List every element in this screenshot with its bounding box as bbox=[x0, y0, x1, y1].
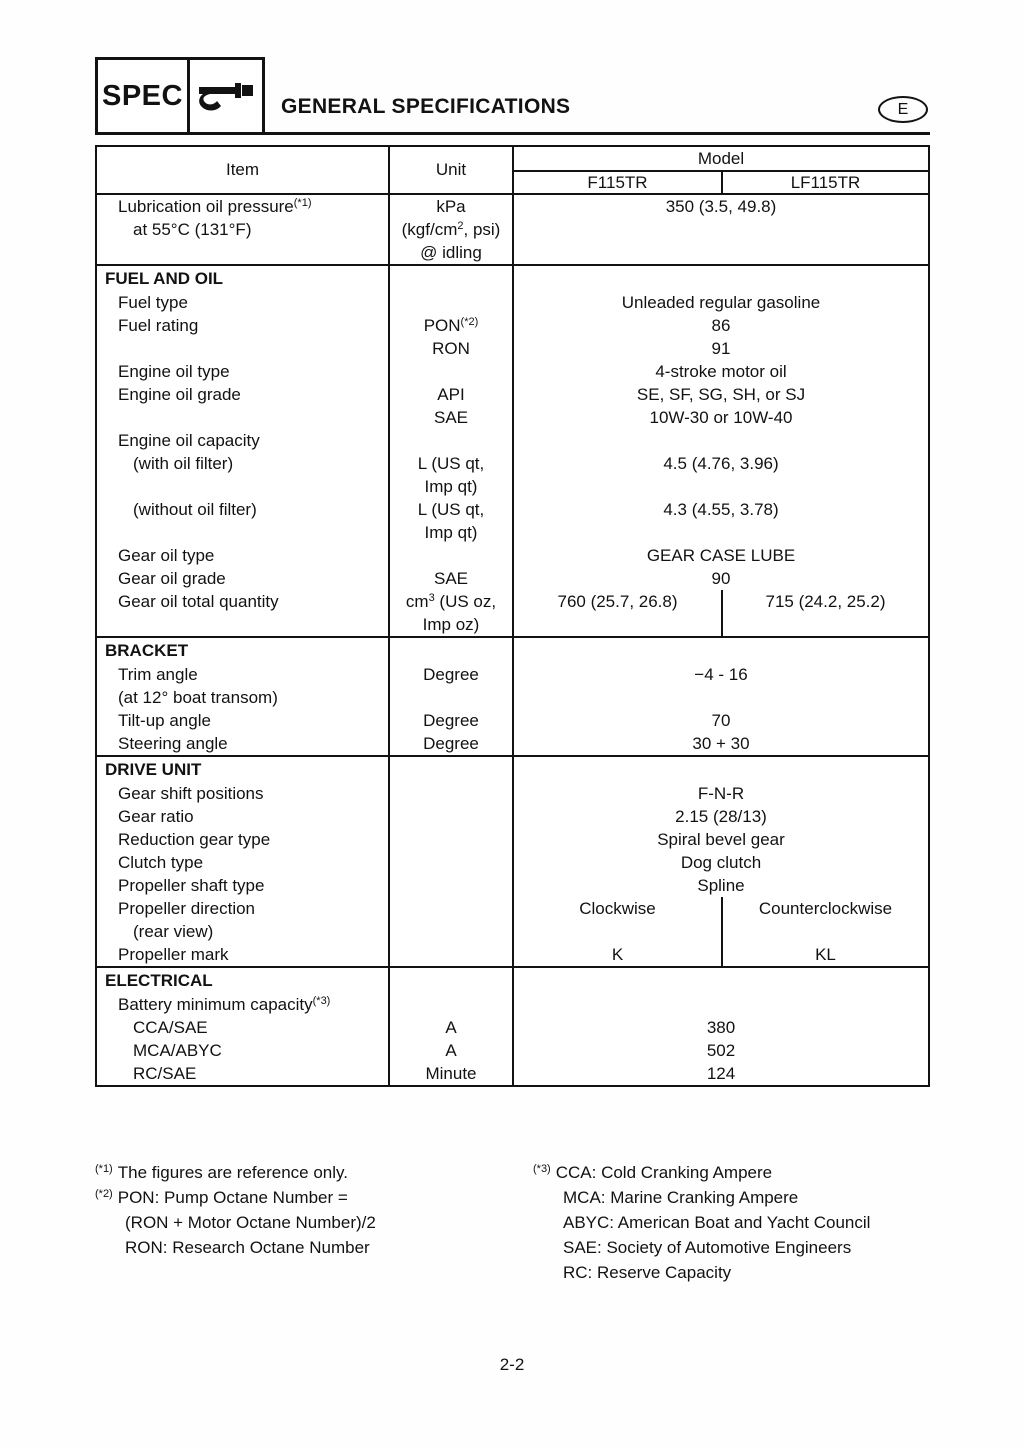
model-value-lf115tr: KL bbox=[815, 945, 836, 964]
model-value: 86 bbox=[711, 316, 731, 335]
model-cell-lf115tr bbox=[721, 897, 928, 943]
spec-row bbox=[97, 291, 928, 314]
table-header-row bbox=[97, 147, 928, 195]
footnote-marker: (*2) bbox=[95, 1188, 113, 1200]
model-cell bbox=[514, 897, 928, 943]
model-cell bbox=[514, 291, 928, 314]
unit-cell bbox=[390, 1016, 514, 1039]
spec-row bbox=[97, 851, 928, 874]
item-label: (with oil filter) bbox=[133, 454, 234, 473]
language-label: E bbox=[897, 100, 909, 118]
model-value-lf115tr: 715 (24.2, 25.2) bbox=[765, 592, 886, 611]
model-value: 502 bbox=[706, 1041, 736, 1060]
footnote-marker: (*1) bbox=[95, 1163, 113, 1175]
unit-label: Degree bbox=[423, 665, 479, 684]
model-cell bbox=[514, 452, 928, 498]
item-label: Fuel rating bbox=[118, 316, 199, 335]
spec-table bbox=[95, 145, 930, 1087]
spec-row bbox=[97, 732, 928, 755]
unit-cell bbox=[390, 314, 514, 360]
spec-row bbox=[97, 874, 928, 897]
model-cell bbox=[514, 805, 928, 828]
unit-label: SAE bbox=[433, 408, 469, 427]
item-label: CCA/SAE bbox=[133, 1018, 208, 1037]
spec-row bbox=[97, 709, 928, 732]
model-cell bbox=[514, 1062, 928, 1085]
item-label: Tilt-up angle bbox=[118, 711, 211, 730]
unit-label: L (US qt, bbox=[417, 500, 485, 519]
unit-label: L (US qt, bbox=[417, 454, 485, 473]
page-number: 2-2 bbox=[499, 1355, 525, 1374]
footnote-line bbox=[95, 1160, 533, 1185]
spec-label: SPEC bbox=[98, 60, 190, 132]
unit-label: Degree bbox=[423, 734, 479, 753]
model-value: Spiral bevel gear bbox=[657, 830, 785, 849]
model-value: Dog clutch bbox=[680, 853, 762, 872]
item-cell bbox=[97, 782, 390, 805]
spec-row bbox=[97, 544, 928, 567]
item-cell bbox=[97, 429, 390, 452]
footnote-line: SAE: Society of Automotive Engineers bbox=[563, 1238, 852, 1257]
unit-cell bbox=[390, 567, 514, 590]
item-label: Gear oil grade bbox=[118, 569, 226, 588]
item-label: Propeller mark bbox=[118, 945, 229, 964]
item-label: Gear oil total quantity bbox=[118, 592, 279, 611]
model-cell bbox=[514, 993, 928, 1016]
model-cell bbox=[514, 590, 928, 636]
footnotes-left bbox=[95, 1160, 533, 1285]
item-label: Gear shift positions bbox=[118, 784, 264, 803]
footnote-text: The figures are reference only. bbox=[117, 1163, 348, 1182]
model-cell bbox=[514, 266, 928, 291]
model-cell-f115tr bbox=[514, 590, 721, 636]
section-heading: ELECTRICAL bbox=[105, 971, 213, 990]
page-title: GENERAL SPECIFICATIONS bbox=[281, 95, 571, 118]
model-cell bbox=[514, 314, 928, 360]
section-heading: BRACKET bbox=[105, 641, 189, 660]
item-label: Propeller direction bbox=[118, 899, 256, 918]
model-value: SE, SF, SG, SH, or SJ bbox=[636, 385, 806, 404]
footnote-text: CCA: Cold Cranking Ampere bbox=[555, 1163, 773, 1182]
section-heading: FUEL AND OIL bbox=[105, 269, 224, 288]
item-cell bbox=[97, 1039, 390, 1062]
model-cell bbox=[514, 1016, 928, 1039]
unit-cell bbox=[390, 851, 514, 874]
spec-row bbox=[97, 1062, 928, 1085]
model-value: 4-stroke motor oil bbox=[655, 362, 787, 381]
footnote-line: RON: Research Octane Number bbox=[125, 1238, 370, 1257]
item-cell bbox=[97, 943, 390, 966]
model-value: 30 + 30 bbox=[692, 734, 750, 753]
item-label: Lubrication oil pressure$^{(*1)}$ bbox=[118, 197, 312, 216]
spec-row bbox=[97, 897, 928, 943]
unit-cell bbox=[390, 782, 514, 805]
item-label: MCA/ABYC bbox=[133, 1041, 222, 1060]
unit-cell bbox=[390, 291, 514, 314]
item-header-label: Item bbox=[225, 160, 260, 179]
unit-label: Imp qt) bbox=[424, 477, 478, 496]
unit-cell bbox=[390, 968, 514, 993]
item-cell bbox=[97, 732, 390, 755]
item-cell bbox=[97, 590, 390, 636]
item-label: RC/SAE bbox=[133, 1064, 197, 1083]
section-row bbox=[97, 636, 928, 663]
model-cell bbox=[514, 638, 928, 663]
footnote-line: RC: Reserve Capacity bbox=[563, 1263, 732, 1282]
spec-row bbox=[97, 314, 928, 360]
unit-cell bbox=[390, 663, 514, 709]
model-cell bbox=[514, 943, 928, 966]
model-header-f115tr: F115TR bbox=[587, 173, 648, 192]
model-value-f115tr: 760 (25.7, 26.8) bbox=[557, 592, 678, 611]
model-cell bbox=[514, 968, 928, 993]
model-header-lf115tr: LF115TR bbox=[721, 172, 928, 193]
unit-label: Degree bbox=[423, 711, 479, 730]
item-cell bbox=[97, 291, 390, 314]
item-cell bbox=[97, 452, 390, 498]
model-value: 90 bbox=[711, 569, 731, 588]
model-cell-f115tr bbox=[514, 943, 721, 966]
unit-cell bbox=[390, 429, 514, 452]
unit-cell bbox=[390, 383, 514, 429]
item-cell bbox=[97, 828, 390, 851]
unit-label: kPa bbox=[436, 197, 466, 216]
section-cell bbox=[97, 638, 390, 663]
unit-cell bbox=[390, 805, 514, 828]
unit-cell bbox=[390, 897, 514, 943]
model-cell bbox=[514, 851, 928, 874]
footnote-line: (RON + Motor Octane Number)/2 bbox=[125, 1213, 376, 1232]
item-cell bbox=[97, 897, 390, 943]
col-header-unit bbox=[390, 147, 514, 193]
section-cell bbox=[97, 968, 390, 993]
model-cell bbox=[514, 828, 928, 851]
model-cell bbox=[514, 757, 928, 782]
unit-label: ($kgf/cm^2$, psi) bbox=[401, 220, 501, 239]
model-cell-lf115tr bbox=[721, 590, 928, 636]
model-value: Spline bbox=[697, 876, 745, 895]
spec-row bbox=[97, 452, 928, 498]
unit-label: A bbox=[445, 1041, 457, 1060]
model-header-label: Model bbox=[514, 147, 928, 172]
spec-tab bbox=[95, 57, 265, 132]
unit-label: @ idling bbox=[420, 243, 482, 262]
item-label: Trim angle bbox=[118, 665, 198, 684]
spec-row bbox=[97, 1016, 928, 1039]
unit-cell bbox=[390, 709, 514, 732]
item-cell bbox=[97, 360, 390, 383]
model-cell bbox=[514, 874, 928, 897]
model-value: 4.3 (4.55, 3.78) bbox=[663, 500, 779, 519]
unit-header-label: Unit bbox=[435, 160, 467, 179]
item-label: Reduction gear type bbox=[118, 830, 271, 849]
item-cell bbox=[97, 1016, 390, 1039]
spec-row bbox=[97, 360, 928, 383]
footnote-line: ABYC: American Boat and Yacht Council bbox=[563, 1213, 871, 1232]
item-cell bbox=[97, 874, 390, 897]
spec-row bbox=[97, 1039, 928, 1062]
section-row bbox=[97, 966, 928, 993]
spec-table-body bbox=[97, 195, 928, 1085]
unit-cell bbox=[390, 360, 514, 383]
item-cell bbox=[97, 567, 390, 590]
spec-row bbox=[97, 828, 928, 851]
model-cell bbox=[514, 567, 928, 590]
model-cell bbox=[514, 782, 928, 805]
model-value: 10W-30 or 10W-40 bbox=[649, 408, 793, 427]
item-label: Steering angle bbox=[118, 734, 228, 753]
spec-row bbox=[97, 429, 928, 452]
footnote-marker: (*3) bbox=[533, 1163, 551, 1175]
model-cell-f115tr bbox=[514, 897, 721, 943]
item-cell bbox=[97, 1062, 390, 1085]
unit-label: Imp qt) bbox=[424, 523, 478, 542]
item-label: (rear view) bbox=[133, 922, 214, 941]
spec-row bbox=[97, 782, 928, 805]
model-cell bbox=[514, 195, 928, 264]
item-cell bbox=[97, 195, 390, 264]
unit-cell bbox=[390, 1039, 514, 1062]
item-label: Engine oil type bbox=[118, 362, 230, 381]
unit-label: RON bbox=[432, 339, 470, 358]
footnote-line: MCA: Marine Cranking Ampere bbox=[563, 1188, 799, 1207]
model-value: −4 - 16 bbox=[694, 665, 748, 684]
model-cell bbox=[514, 663, 928, 709]
model-value: Unleaded regular gasoline bbox=[621, 293, 821, 312]
item-label: Battery minimum capacity$^{(*3)}$ bbox=[118, 995, 331, 1014]
unit-cell bbox=[390, 498, 514, 544]
micrometer-icon bbox=[190, 60, 262, 132]
model-value: 4.5 (4.76, 3.96) bbox=[663, 454, 779, 473]
footnotes bbox=[95, 1160, 930, 1285]
model-cell bbox=[514, 383, 928, 429]
item-label: (at 12° boat transom) bbox=[118, 688, 278, 707]
model-value: F-N-R bbox=[697, 784, 745, 803]
spec-row bbox=[97, 993, 928, 1016]
item-cell bbox=[97, 709, 390, 732]
section-heading: DRIVE UNIT bbox=[105, 760, 202, 779]
spec-row bbox=[97, 590, 928, 636]
unit-cell bbox=[390, 266, 514, 291]
unit-label: SAE bbox=[433, 569, 469, 588]
unit-cell bbox=[390, 1062, 514, 1085]
model-value: 350 (3.5, 49.8) bbox=[665, 197, 777, 216]
model-value: GEAR CASE LUBE bbox=[646, 546, 796, 565]
unit-label: API bbox=[437, 385, 465, 404]
item-cell bbox=[97, 993, 390, 1016]
unit-cell bbox=[390, 638, 514, 663]
spec-row bbox=[97, 663, 928, 709]
footnote-line bbox=[95, 1185, 533, 1210]
section-cell bbox=[97, 266, 390, 291]
model-value: 91 bbox=[711, 339, 731, 358]
unit-cell bbox=[390, 195, 514, 264]
model-cell bbox=[514, 1039, 928, 1062]
model-value-f115tr: K bbox=[611, 945, 624, 964]
unit-cell bbox=[390, 874, 514, 897]
model-value: 380 bbox=[706, 1018, 736, 1037]
item-label: Engine oil grade bbox=[118, 385, 241, 404]
item-cell bbox=[97, 544, 390, 567]
unit-label: Imp oz) bbox=[422, 615, 480, 634]
model-cell bbox=[514, 498, 928, 544]
unit-label: $cm^3$ (US oz, bbox=[405, 592, 497, 611]
model-value-f115tr: Clockwise bbox=[579, 899, 656, 918]
footnotes-right bbox=[533, 1160, 930, 1285]
item-cell bbox=[97, 498, 390, 544]
unit-cell bbox=[390, 993, 514, 1016]
model-cell bbox=[514, 709, 928, 732]
unit-cell bbox=[390, 452, 514, 498]
spec-row bbox=[97, 567, 928, 590]
item-label: Gear oil type bbox=[118, 546, 215, 565]
spec-row bbox=[97, 498, 928, 544]
unit-cell bbox=[390, 732, 514, 755]
unit-label: $PON^{(*2)}$ bbox=[423, 316, 479, 335]
unit-label: Minute bbox=[425, 1064, 477, 1083]
unit-cell bbox=[390, 590, 514, 636]
spec-row bbox=[97, 195, 928, 264]
unit-label: A bbox=[445, 1018, 457, 1037]
item-cell bbox=[97, 805, 390, 828]
spec-row bbox=[97, 383, 928, 429]
item-cell bbox=[97, 663, 390, 709]
item-label: Engine oil capacity bbox=[118, 431, 260, 450]
unit-cell bbox=[390, 544, 514, 567]
page-header bbox=[95, 60, 930, 135]
item-label: (without oil filter) bbox=[133, 500, 257, 519]
model-cell bbox=[514, 732, 928, 755]
item-cell bbox=[97, 851, 390, 874]
section-row bbox=[97, 264, 928, 291]
item-label: Propeller shaft type bbox=[118, 876, 265, 895]
unit-cell bbox=[390, 828, 514, 851]
item-label: Gear ratio bbox=[118, 807, 194, 826]
col-header-item bbox=[97, 147, 390, 193]
model-cell bbox=[514, 544, 928, 567]
item-label: at 55°C (131°F) bbox=[133, 220, 252, 239]
language-badge bbox=[878, 96, 928, 123]
model-value: 2.15 (28/13) bbox=[675, 807, 767, 826]
model-value-lf115tr: Counterclockwise bbox=[758, 899, 893, 918]
model-value: 70 bbox=[711, 711, 731, 730]
item-label: Fuel type bbox=[118, 293, 188, 312]
model-cell bbox=[514, 429, 928, 452]
item-cell bbox=[97, 314, 390, 360]
spec-row bbox=[97, 805, 928, 828]
footnote-text: PON: Pump Octane Number = bbox=[117, 1188, 348, 1207]
model-subheaders bbox=[514, 172, 928, 193]
spec-row bbox=[97, 943, 928, 966]
section-cell bbox=[97, 757, 390, 782]
model-cell bbox=[514, 360, 928, 383]
unit-cell bbox=[390, 943, 514, 966]
col-header-model bbox=[514, 147, 928, 193]
model-value: 124 bbox=[706, 1064, 736, 1083]
model-cell-lf115tr bbox=[721, 943, 928, 966]
footnote-line bbox=[533, 1160, 930, 1185]
item-cell bbox=[97, 383, 390, 429]
item-label: Clutch type bbox=[118, 853, 204, 872]
unit-cell bbox=[390, 757, 514, 782]
section-row bbox=[97, 755, 928, 782]
